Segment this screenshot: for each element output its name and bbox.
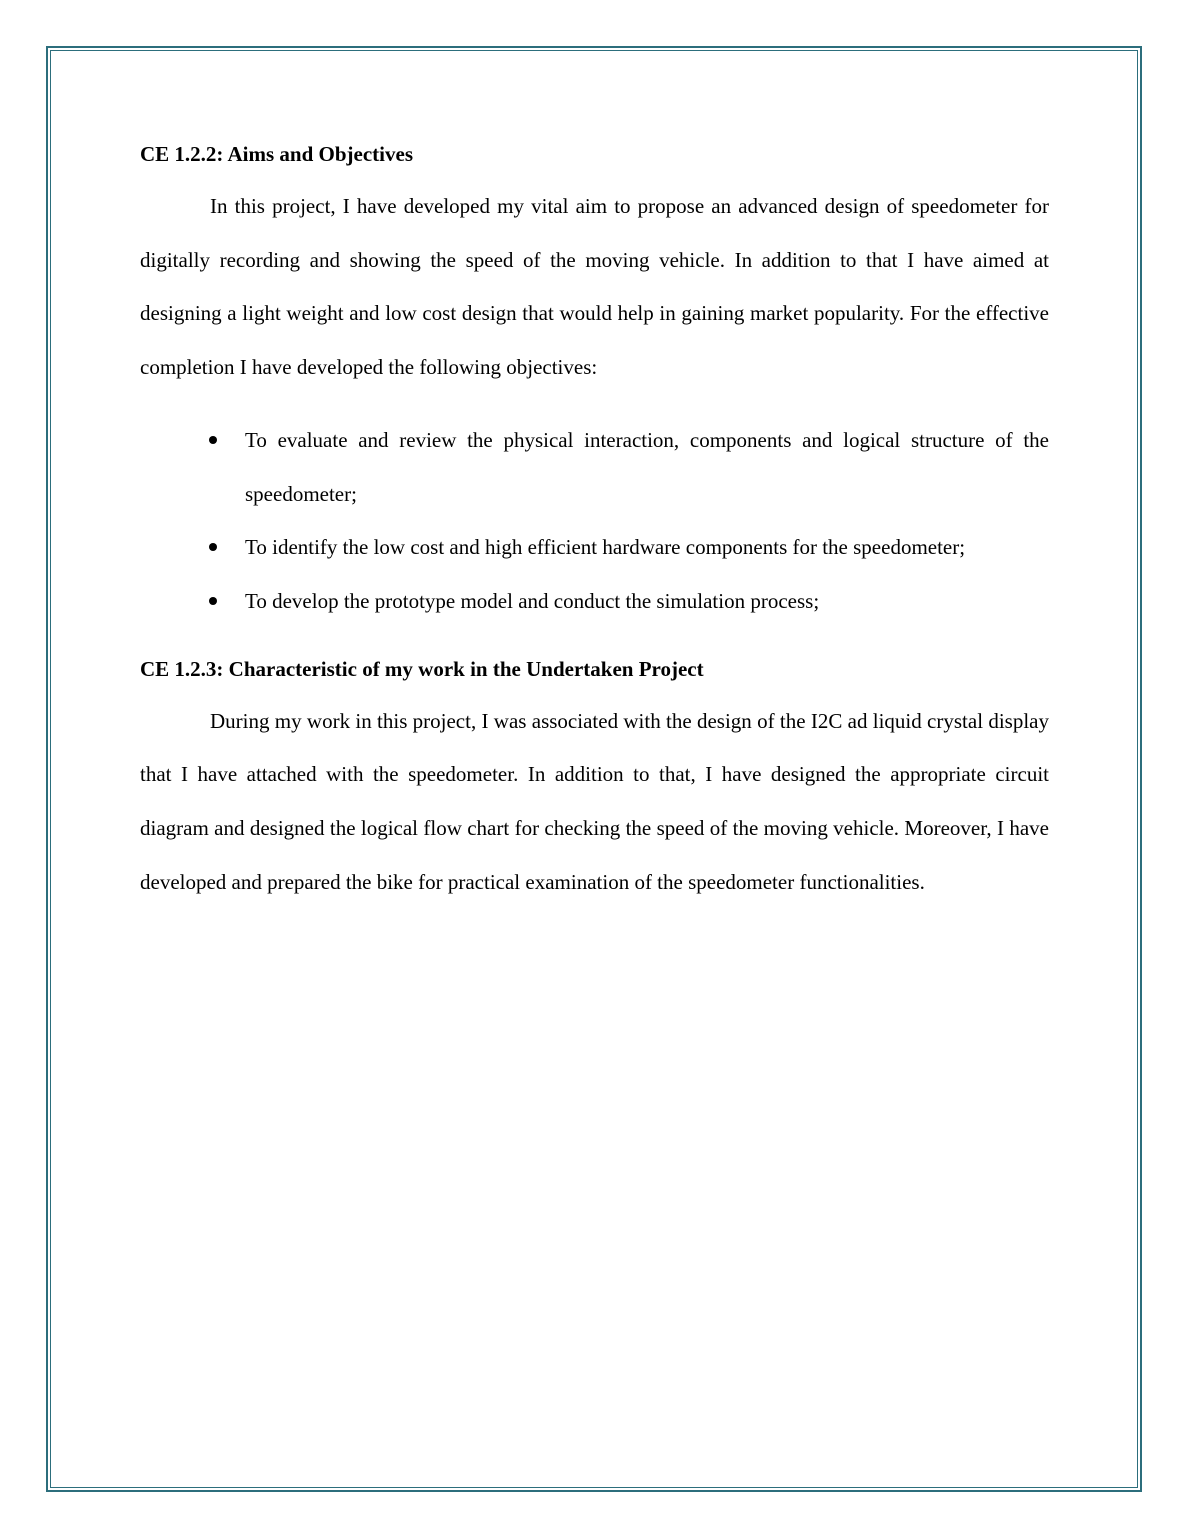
aims-paragraph: In this project, I have developed my vital aim to propose an advanced design of speedometer for digitally recording and showing the speed of the moving vehicle. In addition to that I have aimed at designing a light weight and low cost design that would help in gaining market popularity. For the effective completion I have developed the following objectives: — [140, 194, 1049, 380]
bullet-icon — [209, 436, 217, 444]
document-body — [140, 136, 1049, 909]
objective-item — [245, 414, 1049, 521]
objective-item — [245, 575, 1049, 629]
bullet-icon — [209, 543, 217, 551]
bullet-icon — [209, 597, 217, 605]
objective-text: To identify the low cost and high efficient hardware components for the speedometer; — [245, 535, 966, 560]
objective-item — [245, 521, 1049, 575]
objective-text: To evaluate and review the physical interaction, components and logical structure of the speedometer; — [245, 427, 1049, 506]
section-heading-characteristic: CE 1.2.3: Characteristic of my work in the Undertaken Project — [140, 656, 704, 681]
section-heading-aims-objectives: CE 1.2.2: Aims and Objectives — [140, 142, 413, 166]
objectives-list — [245, 414, 1049, 629]
objective-text: To develop the prototype model and conduct the simulation process; — [245, 588, 820, 613]
characteristic-paragraph: During my work in this project, I was associated with the design of the I2C ad liquid crystal display that I have attached with the speedometer. In addition to that, I have designed the appropriate circuit diagram and designed the logical flow chart for checking the speed of the moving vehicle. Moreover, I have developed and prepared the bike for practical examination of the speedometer functionalities. — [140, 708, 1049, 894]
